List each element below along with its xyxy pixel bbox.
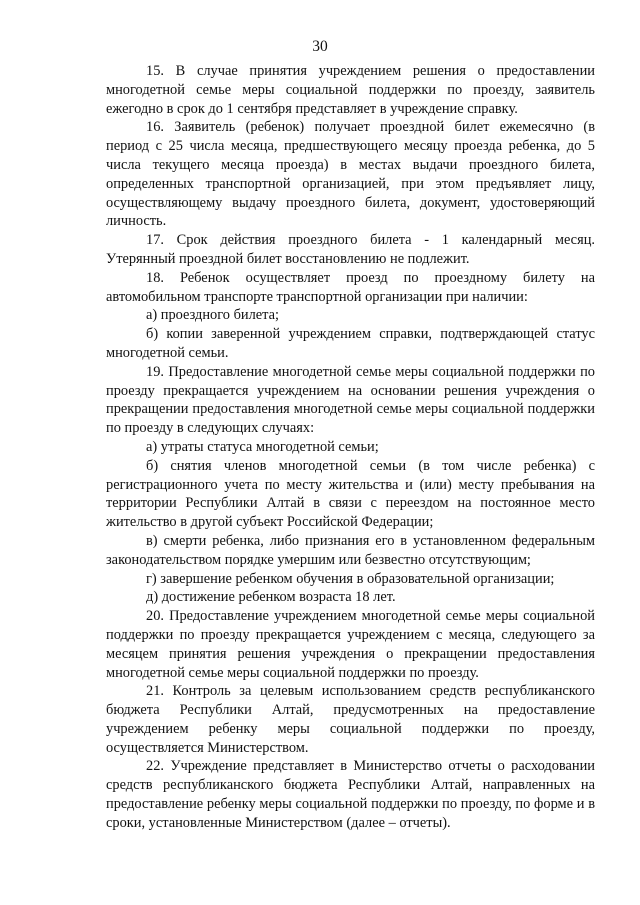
paragraph-19-item-d: д) достижение ребенком возраста 18 лет.	[146, 589, 396, 606]
paragraph-15: 15. В случае принятия учреждением решения о предоставлении многодетной семье меры социальной поддержки по проезду, заявитель ежегодно в срок до 1 сентября представляет в учреждение справку.	[106, 63, 595, 117]
paragraph-22: 22. Учреждение представляет в Министерство отчеты о расходовании средств республиканского бюджета Республики Алтай, направленных на предоставление ребенку меры социальной поддержки по проезду, по форме и в сроки, установленные Министерством (далее – отчеты).	[106, 758, 595, 831]
paragraph-18: 18. Ребенок осуществляет проезд по проездному билету на автомобильном транспорте транспортной организации при наличии:	[106, 269, 595, 305]
paragraph-19-item-b: б) снятия членов многодетной семьи (в том числе ребенка) с регистрационного учета по месту жительства и (или) месту пребывания на территории Республики Алтай в связи с переездом на постоянное место жительство в другой субъект Российской Федерации;	[106, 457, 595, 531]
paragraph-19-item-g: г) завершение ребенком обучения в образовательной организации;	[146, 570, 555, 587]
paragraph-18-item-a: а) проездного билета;	[146, 307, 280, 324]
paragraph-20: 20. Предоставление учреждением многодетной семье меры социальной поддержки по проезду прекращается учреждением с месяца, следующего за месяцем принятия решения учреждения о прекращении предоставления многодетной семье меры социальной поддержки по проезду.	[106, 608, 595, 681]
paragraph-19: 19. Предоставление многодетной семье меры социальной поддержки по проезду прекращается учреждением на основании решения учреждения о прекращении предоставления многодетной семье меры социальной поддержки по проезду в следующих случаях:	[106, 363, 595, 437]
paragraph-19-item-a: а) утраты статуса многодетной семьи;	[146, 438, 379, 455]
paragraph-18-item-b: б) копии заверенной учреждением справки, подтверждающей статус многодетной семьи.	[106, 326, 595, 361]
paragraph-21: 21. Контроль за целевым использованием средств республиканского бюджета Республики Алтай, предусмотренных на предоставление учреждением ребенку меры социальной поддержки по проезду, осуществляется Министерством.	[106, 683, 595, 756]
page-number: 30	[312, 38, 328, 55]
paragraph-16: 16. Заявитель (ребенок) получает проездной билет ежемесячно (в период с 25 числа месяца, предшествующего месяцу проезда ребенка, до 5 числа текущего месяца проезда) в местах выдачи проездного билета, определенных транспортной организацией, при этом предъявляет лицу, осуществляющему выдачу проездного билета, документ, удостоверяющий личность.	[106, 119, 595, 230]
paragraph-19-item-v: в) смерти ребенка, либо признания его в установленном федеральным законодательством порядке умершим или безвестно отсутствующим;	[106, 532, 595, 568]
document-body	[106, 62, 595, 833]
paragraph-17: 17. Срок действия проездного билета - 1 календарный месяц. Утерянный проездной билет восстановлению не подлежит.	[106, 232, 595, 267]
